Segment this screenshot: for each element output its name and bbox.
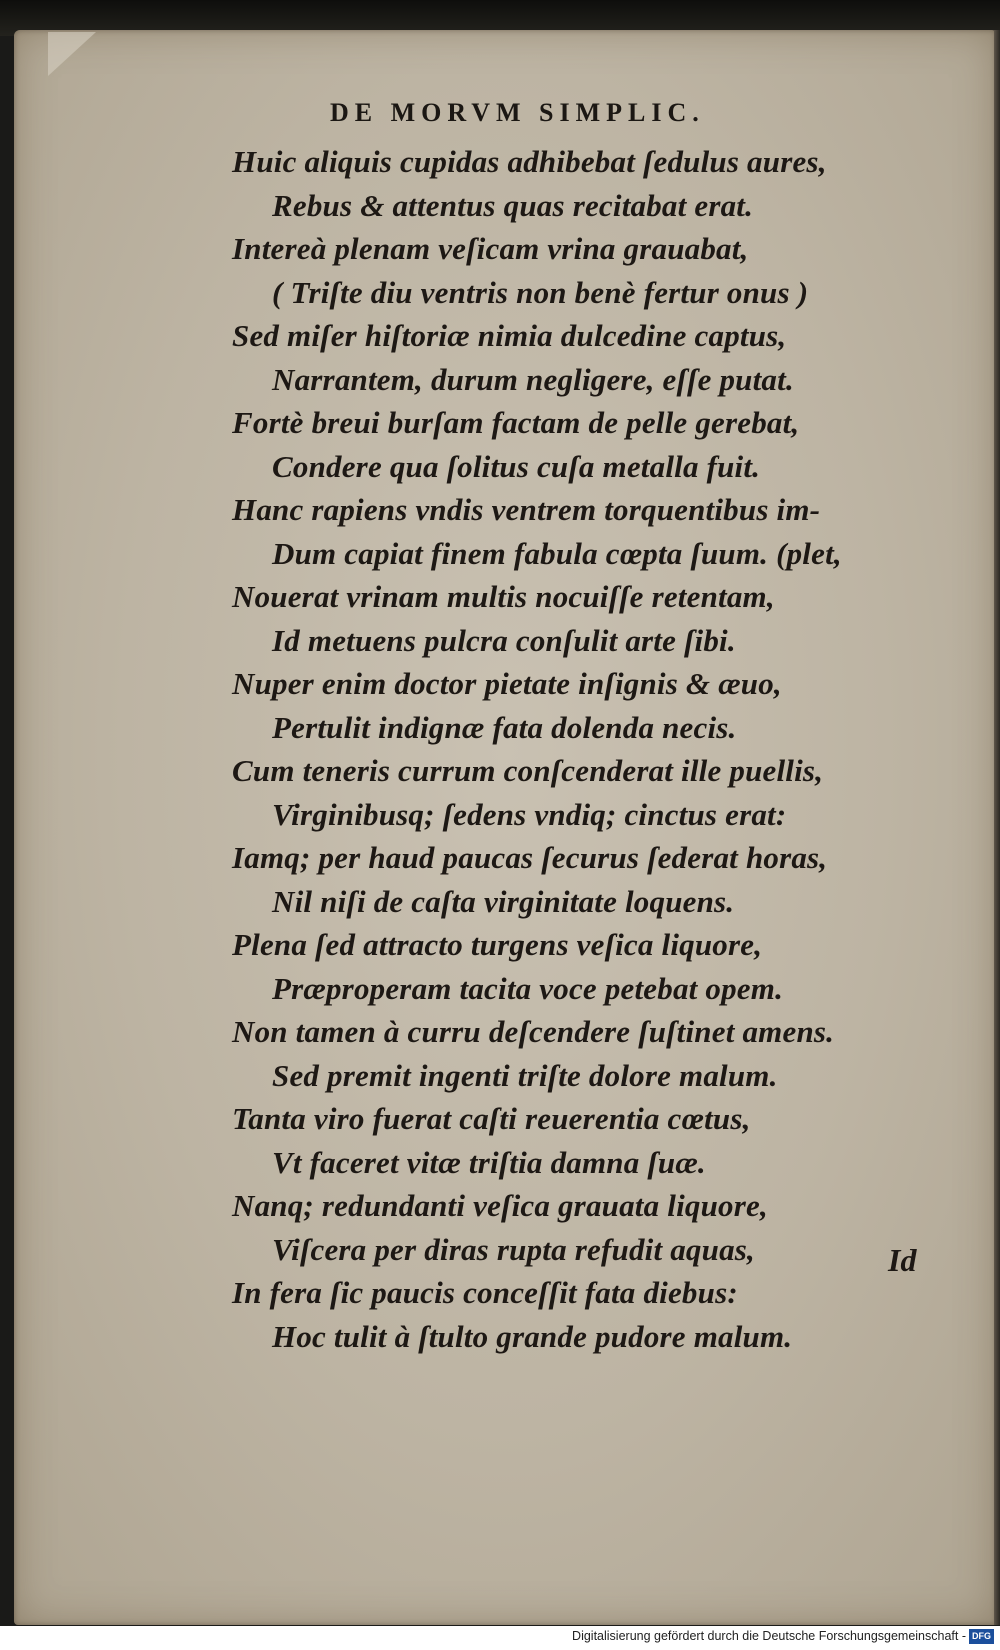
verse-line: Sed miſer hiſtoriæ nimia dulcedine captus, <box>232 318 787 353</box>
verse-line: Dum capiat finem fabula cœpta ſuum. (plet, <box>272 535 842 571</box>
verse-line: Huic aliquis cupidas adhibebat ſedulus aures, <box>232 144 827 179</box>
verse-line: Narrantem, durum negligere, eſſe putat. <box>272 361 794 397</box>
catchword: Id <box>888 1242 917 1278</box>
verse-line: Nuper enim doctor pietate inſignis & æuo, <box>232 666 782 701</box>
verse-line: Nil niſi de caſta virginitate loquens. <box>272 883 735 919</box>
verse-line: Pertulit indignæ fata dolenda necis. <box>272 709 737 745</box>
verse-line: Præproperam tacita voce petebat opem. <box>272 970 784 1006</box>
verse-line: Rebus & attentus quas recitabat erat. <box>272 187 754 223</box>
verse-line: Hoc tulit à ſtulto grande pudore malum. <box>272 1318 793 1354</box>
verse-line: Fortè breui burſam factam de pelle gerebat, <box>232 405 800 440</box>
verse-line: In fera ſic paucis conceſſit fata diebus: <box>232 1275 738 1310</box>
running-head: DE MORVM SIMPLIC. <box>330 98 705 127</box>
verse-line: Virginibusq; ſedens vndiq; cinctus erat: <box>272 796 787 832</box>
verse-line: Nanq; redundanti veſica grauata liquore, <box>232 1188 768 1223</box>
verse-line: Hanc rapiens vndis ventrem torquentibus im- <box>232 492 821 527</box>
verse-line: Sed premit ingenti triſte dolore malum. <box>272 1057 778 1093</box>
page-corner-fold <box>48 32 96 76</box>
funding-credit: Digitalisierung gefördert durch die Deutsche Forschungsgemeinschaft - <box>572 1629 966 1643</box>
verse-text <box>0 140 1000 1358</box>
verse-line: Viſcera per diras rupta refudit aquas, <box>272 1231 755 1267</box>
verse-line: ( Triſte diu ventris non benè fertur onus ) <box>272 274 809 310</box>
verse-line: Intereà plenam veſicam vrina grauabat, <box>232 231 749 266</box>
verse-line: Plena ſed attracto turgens veſica liquore, <box>232 927 763 962</box>
verse-line: Non tamen à curru deſcendere ſuſtinet amens. <box>232 1014 835 1049</box>
verse-line: Tanta viro fuerat caſti reuerentia cœtus, <box>232 1101 751 1136</box>
verse-line: Vt faceret vitæ triſtia damna ſuæ. <box>272 1144 706 1180</box>
verse-line: Iamq; per haud paucas ſecurus ſederat horas, <box>232 840 828 875</box>
dfg-logo: DFG <box>969 1629 994 1644</box>
verse-line: Cum teneris currum conſcenderat ille puellis, <box>232 753 824 788</box>
verse-line: Condere qua ſolitus cuſa metalla fuit. <box>272 448 761 484</box>
verse-line: Nouerat vrinam multis nocuiſſe retentam, <box>232 579 775 614</box>
verse-line: Id metuens pulcra conſulit arte ſibi. <box>272 622 736 658</box>
